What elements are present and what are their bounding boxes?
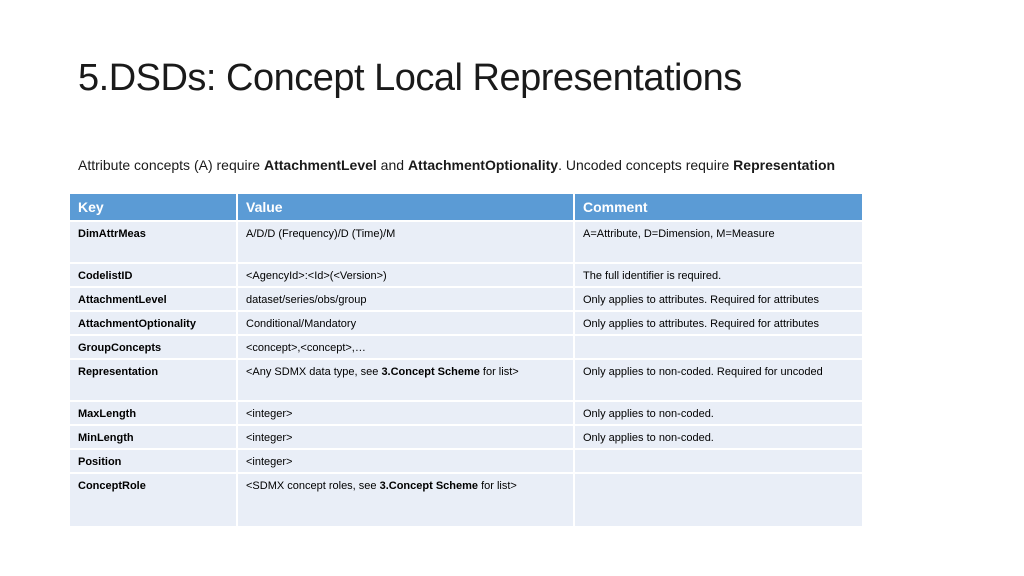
table-row [70, 264, 862, 288]
table-row [70, 360, 862, 402]
row-comment: Only applies to non-coded. Required for uncoded [575, 360, 862, 402]
row-value: <integer> [238, 426, 575, 450]
table-row [70, 474, 862, 528]
column-header-key: Key [70, 194, 238, 222]
row-comment [575, 450, 862, 474]
concept-scheme-ref: 3.Concept Scheme [379, 480, 479, 492]
table-row [70, 426, 862, 450]
row-comment: Only applies to non-coded. [575, 402, 862, 426]
row-value: dataset/series/obs/group [238, 288, 575, 312]
row-value-text: for list> [478, 480, 517, 492]
concept-representation-table [70, 194, 862, 528]
row-value: A/D/D (Frequency)/D (Time)/M [238, 222, 575, 264]
subtitle-text: Attribute concepts (A) require [78, 157, 264, 173]
row-key: CodelistID [70, 264, 238, 288]
row-key: AttachmentOptionality [70, 312, 238, 336]
row-comment: The full identifier is required. [575, 264, 862, 288]
row-key: MaxLength [70, 402, 238, 426]
table-row [70, 288, 862, 312]
column-header-comment: Comment [575, 194, 862, 222]
row-value: <AgencyId>:<Id>(<Version>) [238, 264, 575, 288]
row-key: AttachmentLevel [70, 288, 238, 312]
row-value-text: <Any SDMX data type, see [246, 366, 382, 378]
column-header-value: Value [238, 194, 575, 222]
row-value: Conditional/Mandatory [238, 312, 575, 336]
row-key: Position [70, 450, 238, 474]
subtitle-text: . Uncoded concepts require [558, 157, 734, 173]
row-comment: Only applies to non-coded. [575, 426, 862, 450]
table-row [70, 450, 862, 474]
row-value: <integer> [238, 402, 575, 426]
row-value [238, 474, 575, 528]
slide-subtitle [78, 157, 835, 174]
table-header-row [70, 194, 862, 222]
row-key: GroupConcepts [70, 336, 238, 360]
row-key: ConceptRole [70, 474, 238, 528]
subtitle-text: and [376, 157, 408, 173]
row-comment [575, 336, 862, 360]
slide-title: 5.DSDs: Concept Local Representations [78, 57, 742, 99]
table-row [70, 312, 862, 336]
table-row [70, 222, 862, 264]
row-comment: Only applies to attributes. Required for attributes [575, 312, 862, 336]
table-row [70, 336, 862, 360]
row-comment: Only applies to attributes. Required for attributes [575, 288, 862, 312]
row-value-text: for list> [479, 366, 519, 378]
row-key: Representation [70, 360, 238, 402]
concept-scheme-ref: 3.Concept Scheme [381, 366, 480, 378]
subtitle-bold-representation: Representation [733, 157, 836, 173]
subtitle-bold-attachment-optionality: AttachmentOptionality [407, 157, 559, 173]
row-value: <integer> [238, 450, 575, 474]
row-value-text: <SDMX concept roles, see [246, 480, 380, 492]
row-key: MinLength [70, 426, 238, 450]
subtitle-bold-attachment-level: AttachmentLevel [263, 157, 377, 173]
row-key: DimAttrMeas [70, 222, 238, 264]
row-comment: A=Attribute, D=Dimension, M=Measure [575, 222, 862, 264]
table-row [70, 402, 862, 426]
row-value: <concept>,<concept>,… [238, 336, 575, 360]
row-comment [575, 474, 862, 528]
row-value [238, 360, 575, 402]
